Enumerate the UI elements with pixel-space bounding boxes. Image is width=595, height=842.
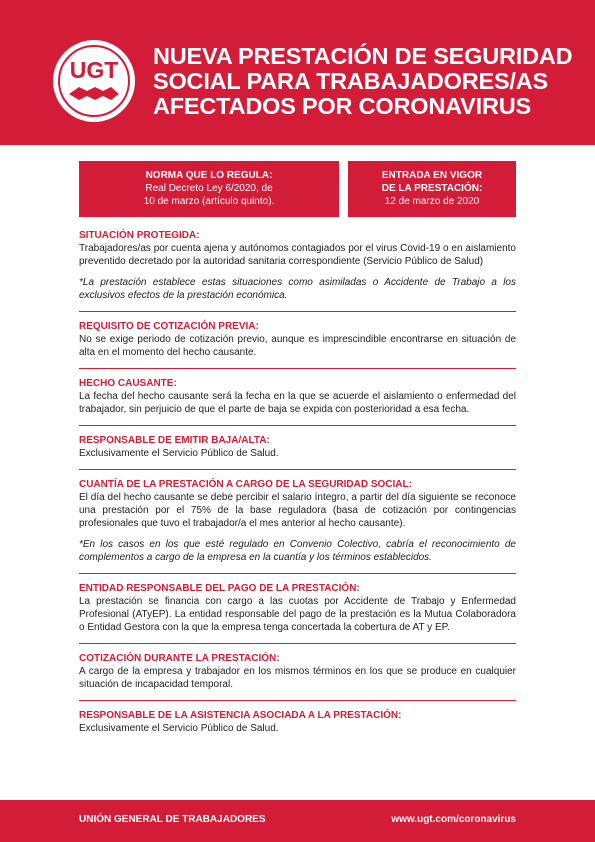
ugt-logo (51, 38, 137, 124)
section-cotizacion-durante: COTIZACIÓN DURANTE LA PRESTACIÓN: A cargo de la empresa y trabajador en los mismos términos en los que se produce en cualquier situación de incapacidad temporal. (79, 653, 516, 701)
section-entidad-pago: ENTIDAD RESPONSABLE DEL PAGO DE LA PRESTACIÓN: La prestación se financia con cargo a las cuotas por Accidente de Trabajo y Enfermedad Profesional (ATyEP). La entidad responsable del pago de la prestación es la Mutua Colaboradora o Entidad Gestora con la que la empresa tenga concertada la cobertura de AT y EP. (79, 583, 516, 644)
handshake-icon (69, 87, 119, 100)
regulation-box: NORMA QUE LO REGULA: Real Decreto Ley 6/2020, de 10 de marzo (artículo quinto). (79, 161, 339, 217)
page-title: NUEVA PRESTACIÓN DE SEGURIDAD SOCIAL PARA TRABAJADORES/AS AFECTADOS POR CORONAVIRUS (153, 43, 573, 119)
section-situacion-protegida: SITUACIÓN PROTEGIDA: Trabajadores/as por cuenta ajena y autónomos contagiados por el virus Covid-19 o en aislamiento preventido decretado por la autoridad sanitaria correspondiente (Servicio Público de Salud) *La prestación establece estas situaciones como asimiladas o Accidente de Trabajo a los exclusivos efectos de la prestación económica. (79, 230, 516, 312)
header-banner (0, 0, 595, 145)
section-responsable-asistencia: RESPONSABLE DE LA ASISTENCIA ASOCIADA A LA PRESTACIÓN: Exclusivamente el Servicio Público de Salud. (79, 710, 402, 734)
logo-text: UGT (69, 57, 119, 83)
footer-banner (0, 800, 595, 842)
entry-into-force-box: ENTRADA EN VIGOR DE LA PRESTACIÓN: 12 de marzo de 2020 (348, 161, 516, 217)
section-cuantia-prestacion: CUANTÍA DE LA PRESTACIÓN A CARGO DE LA SEGURIDAD SOCIAL: El día del hecho causante se debe percibir el salario íntegro, a partir del día siguiente se reconoce una prestación por el 75% de la base reguladora (basa de cotización por contingencias profesionales que tuvo el trabajador/a el mes anterior al hecho causante). *En los casos en los que esté regulado en Convenio Colectivo, cabría el reconocimiento de complementos a cargo de la empresa en la cuantía y los términos establecidos. (79, 479, 516, 574)
section-hecho-causante: HECHO CAUSANTE: La fecha del hecho causante será la fecha en la que se acuerde el aislamiento o enfermedad del trabajador, sin perjuicio de que el parte de baja se expida con posterioridad a esa fecha. (79, 378, 516, 426)
section-responsable-baja-alta: RESPONSABLE DE EMITIR BAJA/ALTA: Exclusivamente el Servicio Público de Salud. (79, 435, 516, 470)
website-link[interactable]: www.ugt.com/coronavirus (391, 814, 516, 825)
organization-name: UNIÓN GENERAL DE TRABAJADORES (79, 814, 266, 825)
section-requisito-cotizacion: REQUISITO DE COTIZACIÓN PREVIA: No se exige periodo de cotización previo, aunque es imprescindible encontrarse en situación de alta en el momento del hecho causante. (79, 321, 516, 369)
sections-content (79, 230, 516, 753)
